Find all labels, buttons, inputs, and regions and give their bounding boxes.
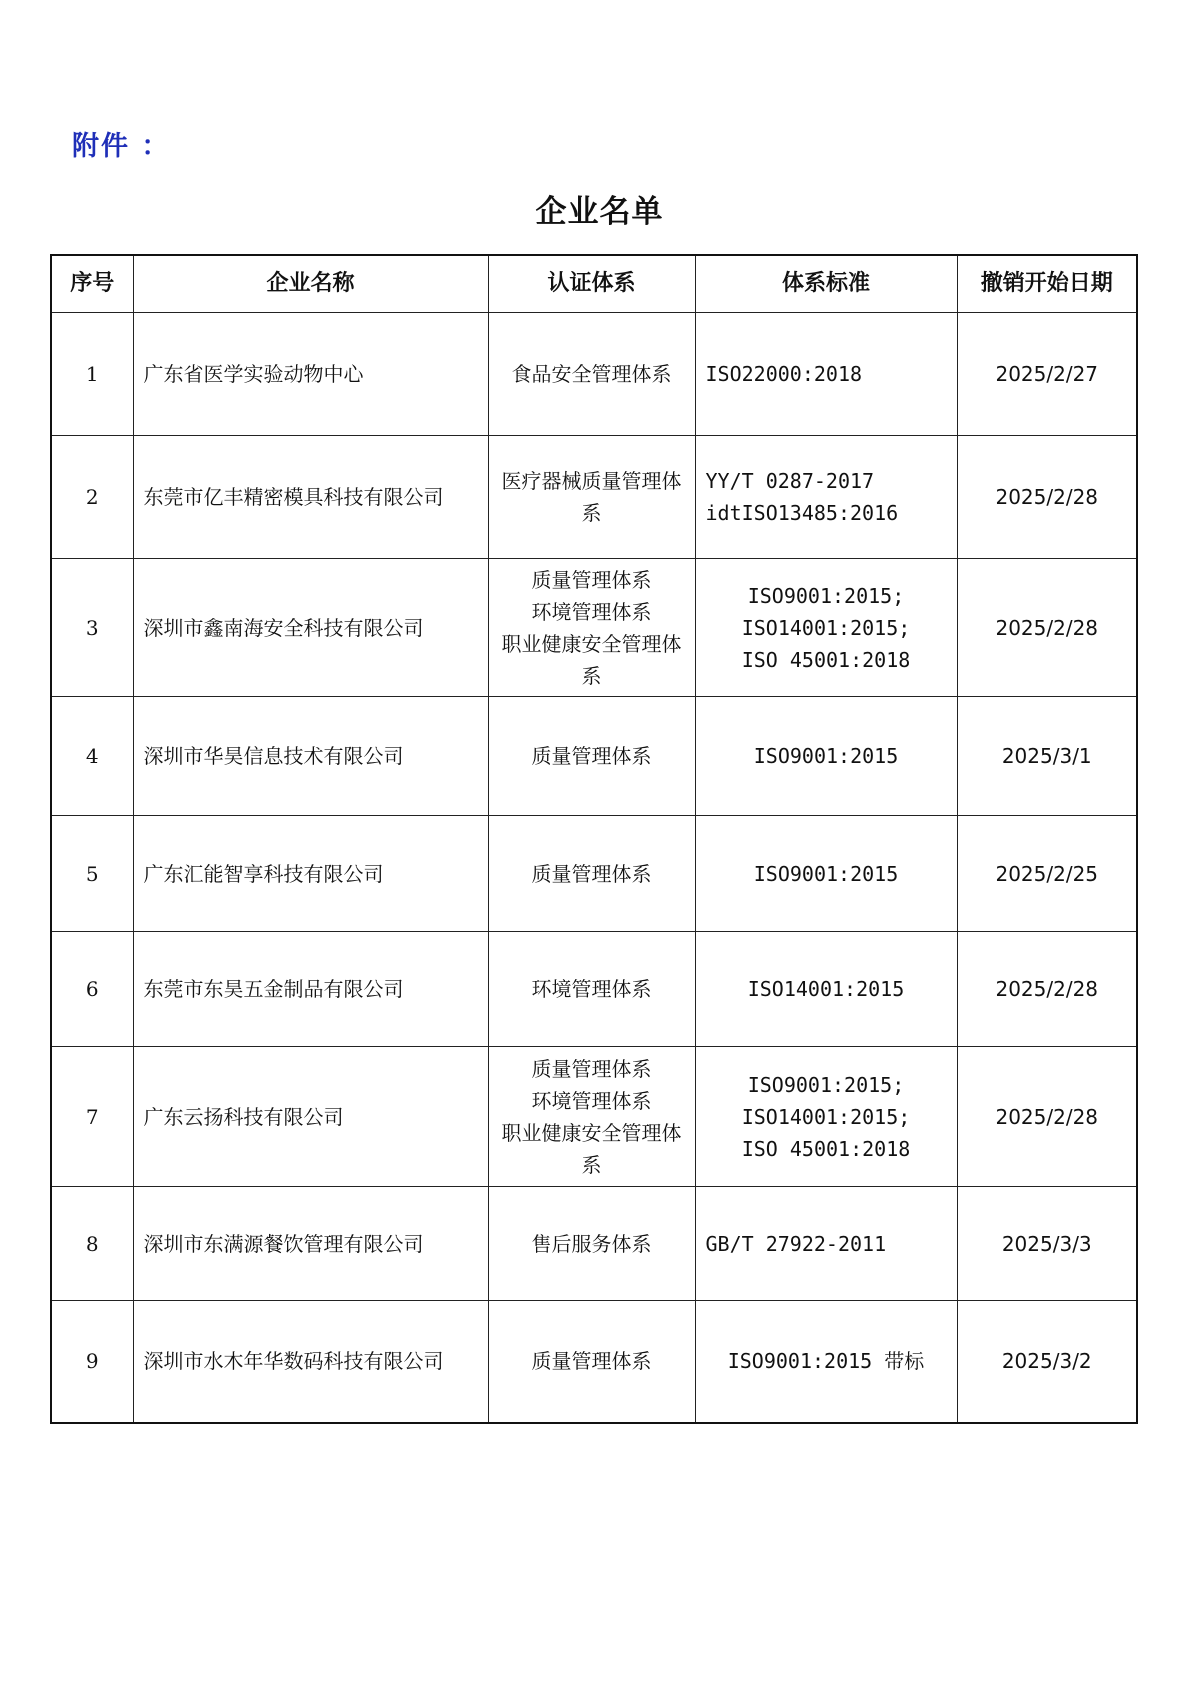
- revocation-start-date: 2025/2/25: [957, 816, 1137, 932]
- revocation-start-date: 2025/2/27: [957, 313, 1137, 436]
- certification-system: [488, 1187, 695, 1301]
- system-standard-line: ISO9001:2015: [753, 861, 899, 886]
- row-index: 5: [51, 816, 133, 932]
- system-standard-line: ISO9001:2015;: [747, 583, 905, 608]
- certification-system-line: 质量管理体系: [531, 567, 652, 592]
- system-standard-line: ISO14001:2015: [747, 977, 905, 1001]
- header-company: 企业名称: [133, 255, 488, 313]
- company-name: 东莞市亿丰精密模具科技有限公司: [133, 436, 488, 559]
- company-name: 深圳市华昊信息技术有限公司: [133, 697, 488, 816]
- certification-system: [488, 559, 695, 697]
- system-standard-line: ISO9001:2015: [753, 744, 899, 768]
- certification-system: [488, 697, 695, 816]
- certification-system-line: 质量管理体系: [531, 1349, 652, 1374]
- row-index: 8: [51, 1187, 133, 1301]
- system-standard: [695, 816, 957, 932]
- row-index: 6: [51, 932, 133, 1047]
- system-standard-line: GB/T 27922-2011: [705, 1231, 887, 1256]
- system-standard-line: ISO22000:2018: [705, 362, 863, 386]
- certification-system: [488, 816, 695, 932]
- table-row: [51, 697, 1137, 816]
- table-header: [51, 255, 1137, 313]
- page-title: 企业名单: [535, 194, 664, 230]
- system-standard-line: ISO14001:2015;: [741, 1104, 911, 1129]
- company-name: 广东云扬科技有限公司: [133, 1047, 488, 1187]
- company-name: 深圳市东满源餐饮管理有限公司: [133, 1187, 488, 1301]
- certification-system-line: 质量管理体系: [531, 861, 652, 886]
- company-list-table: [50, 254, 1138, 1424]
- company-name: 深圳市水木年华数码科技有限公司: [133, 1301, 488, 1423]
- certification-system: [488, 313, 695, 436]
- table-header-row: [51, 255, 1137, 313]
- system-standard-line: idtISO13485:2016: [705, 501, 899, 525]
- system-standard-line: ISO 45001:2018: [741, 1136, 911, 1161]
- revocation-start-date: 2025/3/2: [957, 1301, 1137, 1423]
- revocation-start-date: 2025/2/28: [957, 559, 1137, 697]
- table-row: [51, 313, 1137, 436]
- certification-system-line: 售后服务体系: [531, 1231, 652, 1256]
- certification-system-line: 食品安全管理体系: [511, 362, 672, 386]
- table-body: [51, 313, 1137, 1423]
- certification-system: [488, 932, 695, 1047]
- header-standard: 体系标准: [695, 255, 957, 313]
- row-index: 2: [51, 436, 133, 559]
- system-standard: [695, 1047, 957, 1187]
- revocation-start-date: 2025/3/3: [957, 1187, 1137, 1301]
- table-row: [51, 1187, 1137, 1301]
- revocation-start-date: 2025/3/1: [957, 697, 1137, 816]
- row-index: 1: [51, 313, 133, 436]
- system-standard-line: ISO9001:2015;: [747, 1072, 905, 1097]
- revocation-start-date: 2025/2/28: [957, 1047, 1137, 1187]
- system-standard: [695, 559, 957, 697]
- company-name: 广东省医学实验动物中心: [133, 313, 488, 436]
- certification-system-line: 环境管理体系: [531, 1088, 652, 1113]
- table-row: [51, 1301, 1137, 1423]
- certification-system-line: 环境管理体系: [531, 599, 652, 624]
- system-standard: [695, 1187, 957, 1301]
- revocation-start-date: 2025/2/28: [957, 436, 1137, 559]
- certification-system-line: 职业健康安全管理体系: [501, 1120, 682, 1177]
- header-index: 序号: [51, 255, 133, 313]
- system-standard-line: ISO14001:2015;: [741, 615, 911, 640]
- system-standard: [695, 1301, 957, 1423]
- system-standard: [695, 436, 957, 559]
- table-row: [51, 559, 1137, 697]
- attachment-label: 附件 ：: [72, 131, 171, 162]
- company-name: 广东汇能智享科技有限公司: [133, 816, 488, 932]
- certification-system-line: 环境管理体系: [531, 977, 652, 1001]
- certification-system: [488, 1301, 695, 1423]
- table-row: [51, 816, 1137, 932]
- table-row: [51, 1047, 1137, 1187]
- company-name: 深圳市鑫南海安全科技有限公司: [133, 559, 488, 697]
- company-name: 东莞市东昊五金制品有限公司: [133, 932, 488, 1047]
- system-standard: [695, 932, 957, 1047]
- certification-system-line: 质量管理体系: [531, 744, 652, 768]
- certification-system: [488, 1047, 695, 1187]
- system-standard: [695, 697, 957, 816]
- revocation-start-date: 2025/2/28: [957, 932, 1137, 1047]
- system-standard-line: ISO9001:2015 带标: [727, 1349, 925, 1374]
- row-index: 3: [51, 559, 133, 697]
- table-row: [51, 436, 1137, 559]
- header-system: 认证体系: [488, 255, 695, 313]
- certification-system: [488, 436, 695, 559]
- row-index: 9: [51, 1301, 133, 1423]
- system-standard: [695, 313, 957, 436]
- certification-system-line: 职业健康安全管理体系: [501, 631, 682, 688]
- row-index: 4: [51, 697, 133, 816]
- certification-system-line: 医疗器械质量管理体系: [501, 469, 682, 525]
- certification-system-line: 质量管理体系: [531, 1056, 652, 1081]
- system-standard-line: YY/T 0287-2017: [705, 469, 875, 493]
- table-row: [51, 932, 1137, 1047]
- system-standard-line: ISO 45001:2018: [741, 647, 911, 672]
- row-index: 7: [51, 1047, 133, 1187]
- header-date: 撤销开始日期: [957, 255, 1137, 313]
